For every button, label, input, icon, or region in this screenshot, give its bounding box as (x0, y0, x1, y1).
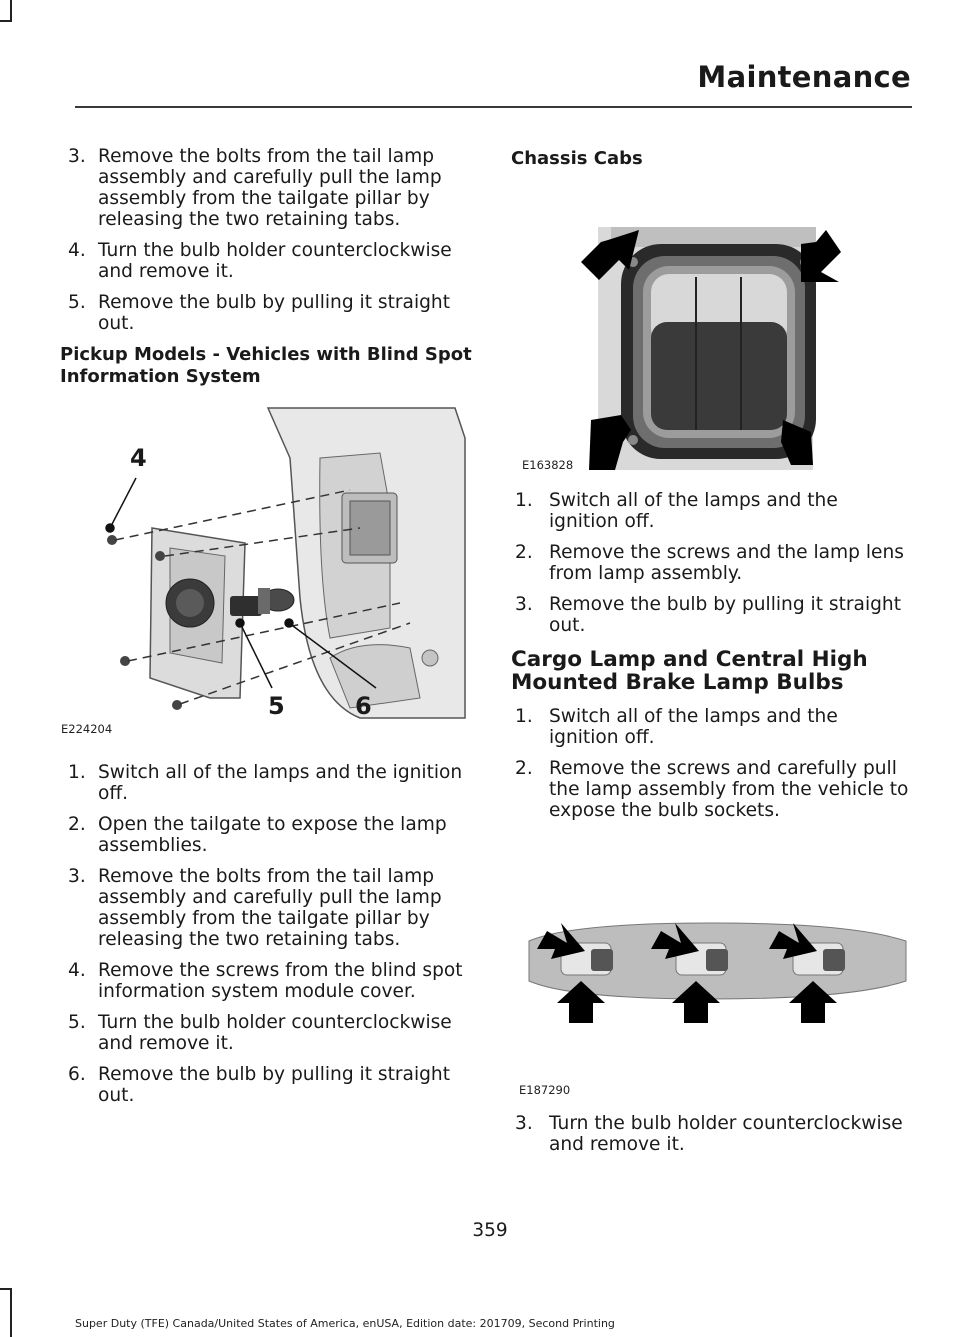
steps-list-cargo-cont (511, 1113, 911, 1155)
list-item: 3. Turn the bulb holder counterclockwise and remove it. (515, 1113, 903, 1155)
list-item: 5. Turn the bulb holder counterclockwise and remove it. (68, 1012, 452, 1054)
subheading-blind-spot: Pickup Models - Vehicles with Blind Spot Information System (60, 344, 472, 387)
header-rule (75, 106, 912, 108)
list-item: 2. Remove the screws and carefully pull the lamp assembly from the vehicle to expose the bulb sockets. (515, 758, 909, 821)
list-item: 4. Turn the bulb holder counterclockwise and remove it. (68, 240, 452, 282)
figure-chassis-cab-lamp (511, 182, 911, 470)
page-number: 359 (472, 1220, 508, 1241)
callout-4: 4 (130, 444, 147, 472)
list-item: 5. Remove the bulb by pulling it straight out. (68, 292, 450, 334)
page-header-title: Maintenance (697, 60, 911, 94)
list-item: 2. Open the tailgate to expose the lamp assemblies. (68, 814, 447, 856)
tail-lamp-illustration (60, 398, 478, 734)
chassis-cab-lamp-illustration (511, 182, 911, 470)
left-column (60, 146, 478, 1116)
list-item: 4. Remove the screws from the blind spot information system module cover. (68, 960, 463, 1002)
list-item: 3. Remove the bolts from the tail lamp assembly and carefully pull the lamp assembly from the tailgate pillar by releasing the two retaining tabs. (68, 146, 442, 230)
list-item: 3. Remove the bolts from the tail lamp assembly and carefully pull the lamp assembly from the tailgate pillar by releasing the two retaining tabs. (68, 866, 442, 950)
figure-id: E163828 (522, 458, 574, 472)
cargo-lamp-illustration (511, 831, 911, 1091)
steps-list-a (60, 146, 478, 334)
crop-mark-bottom-left-h (0, 1288, 12, 1290)
crop-mark-top-left-h (0, 20, 12, 22)
list-item: 1. Switch all of the lamps and the ignition off. (515, 706, 838, 748)
figure-tail-lamp-blis (60, 398, 478, 734)
list-item: 2. Remove the screws and the lamp lens from lamp assembly. (515, 542, 904, 584)
crop-mark-top-left-v (10, 0, 12, 22)
list-item: 3. Remove the bulb by pulling it straight out. (515, 594, 901, 636)
list-item: 1. Switch all of the lamps and the ignition off. (515, 490, 838, 532)
subheading-chassis-cabs: Chassis Cabs (511, 148, 643, 169)
figure-cargo-lamp (511, 831, 911, 1097)
steps-list-cargo (511, 706, 911, 821)
list-item: 1. Switch all of the lamps and the ignition off. (68, 762, 463, 804)
section-heading-cargo-lamp: Cargo Lamp and Central High Mounted Brake Lamp Bulbs (511, 647, 868, 695)
list-item: 6. Remove the bulb by pulling it straight out. (68, 1064, 450, 1106)
figure-id: E224204 (61, 722, 113, 736)
figure-id: E187290 (519, 1083, 571, 1097)
steps-list-b (60, 762, 478, 1106)
footer-edition: Super Duty (TFE) Canada/United States of America, enUSA, Edition date: 201709, Second Printing (75, 1317, 615, 1330)
crop-mark-bottom-left-v (10, 1288, 12, 1337)
steps-list-chassis (511, 490, 911, 636)
callout-6: 6 (355, 692, 372, 720)
right-column (511, 146, 911, 1165)
callout-5: 5 (268, 692, 285, 720)
